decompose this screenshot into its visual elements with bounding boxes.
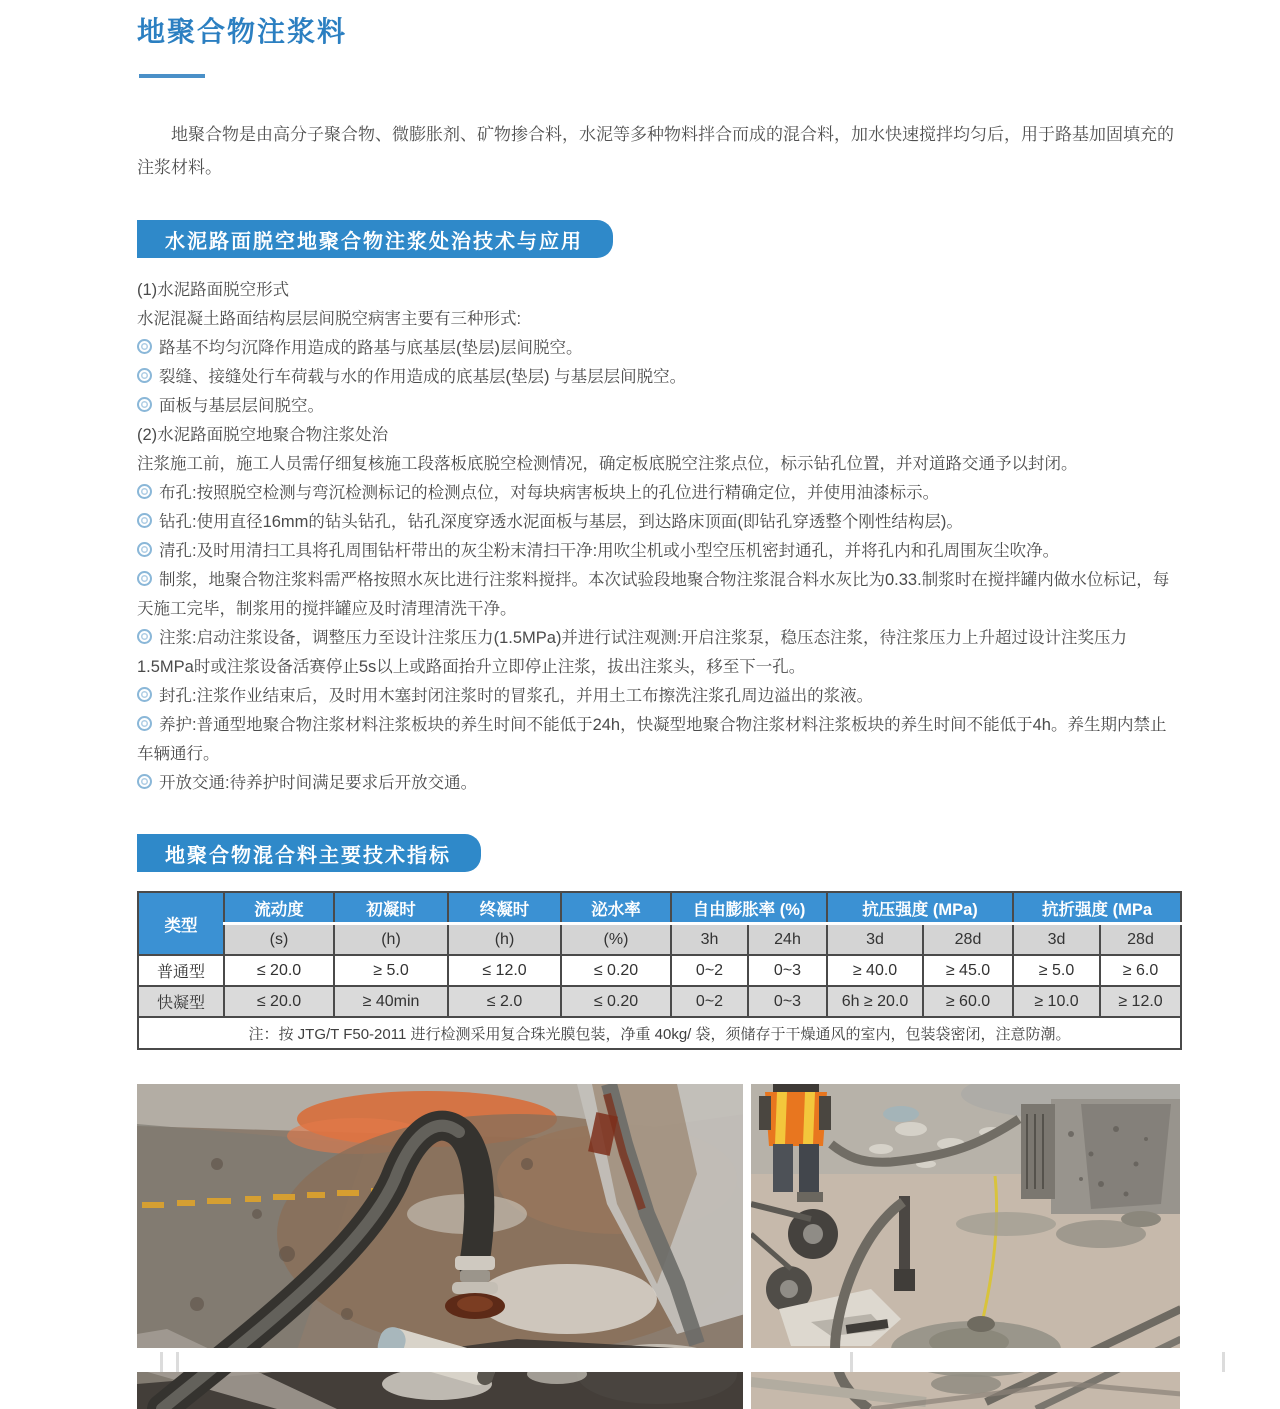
table-corner-header: 类型	[138, 892, 224, 955]
intro-paragraph: 地聚合物是由高分子聚合物、微膨胀剂、矿物掺合料，水泥等多种物料拌合而成的混合料，加水快速搅拌均匀后，用于路基加固填充的注浆材料。	[137, 118, 1180, 184]
spec-table	[137, 891, 1182, 1050]
bullet-ring-icon	[137, 687, 152, 702]
bullet-ring-icon	[137, 339, 152, 354]
body-paragraph: 养护:普通型地聚合物注浆材料注浆板块的养生时间不能低于24h，快凝型地聚合物注浆材料注浆板块的养生时间不能低于4h。养生期内禁止车辆通行。	[137, 711, 1180, 769]
table-value-cell: 0~3	[748, 955, 827, 986]
body-paragraph: 钻孔:使用直径16mm的钻头钻孔，钻孔深度穿透水泥面板与基层，到达路床顶面(即钻孔穿透整个刚性结构层)。	[137, 508, 1180, 537]
table-header-cell: 流动度	[224, 892, 334, 924]
table-unit-cell: (h)	[448, 924, 561, 956]
table-value-cell: ≤ 2.0	[448, 986, 561, 1017]
table-unit-cell: (s)	[224, 924, 334, 956]
table-unit-cell: 28d	[923, 924, 1013, 956]
table-value-cell: ≥ 12.0	[1100, 986, 1181, 1017]
table-value-cell: ≥ 10.0	[1013, 986, 1100, 1017]
bullet-ring-icon	[137, 368, 152, 383]
table-unit-cell: 24h	[748, 924, 827, 956]
table-value-cell: 0~3	[748, 986, 827, 1017]
table-header-cell: 自由膨胀率 (%)	[671, 892, 827, 924]
body-paragraph: 注浆施工前，施工人员需仔细复核施工段落板底脱空检测情况，确定板底脱空注浆点位，标示钻孔位置，并对道路交通予以封闭。	[137, 450, 1180, 479]
footer-mark	[1222, 1352, 1225, 1372]
table-value-cell: ≥ 5.0	[334, 955, 448, 986]
table-value-cell: ≥ 40min	[334, 986, 448, 1017]
table-unit-cell: 28d	[1100, 924, 1181, 956]
body-paragraph: (1)水泥路面脱空形式	[137, 276, 1180, 305]
bullet-ring-icon	[137, 629, 152, 644]
footer-mark	[850, 1352, 853, 1372]
body-paragraph: 路基不均匀沉降作用造成的路基与底基层(垫层)层间脱空。	[137, 334, 1180, 363]
table-value-cell: 0~2	[671, 955, 748, 986]
title-underline	[139, 74, 205, 78]
section1-body	[137, 276, 1180, 798]
document-page	[137, 0, 1180, 1409]
body-paragraph: 注浆:启动注浆设备，调整压力至设计注浆压力(1.5MPa)并进行试注观测:开启注浆泵，稳压态注浆，待注浆压力上升超过设计注奖压力1.5MPa时或注浆设备活赛停止5s以上或路面抬升立即停止注浆，拔出注浆头，移至下一孔。	[137, 624, 1180, 682]
section1-heading-banner: 水泥路面脱空地聚合物注浆处治技术与应用	[137, 220, 613, 258]
table-header-cell: 泌水率	[561, 892, 671, 924]
table-value-cell: ≤ 20.0	[224, 955, 334, 986]
table-row-type-cell: 普通型	[138, 955, 224, 986]
table-unit-cell: (%)	[561, 924, 671, 956]
bullet-ring-icon	[137, 774, 152, 789]
table-value-cell: ≥ 5.0	[1013, 955, 1100, 986]
table-note: 注：按 JTG/T F50-2011 进行检测采用复合珠光膜包装，净重 40kg/ 袋，须储存于干燥通风的室内，包装袋密闭，注意防潮。	[138, 1017, 1181, 1049]
table-header-cell: 抗折强度 (MPa	[1013, 892, 1181, 924]
table-row-type-cell: 快凝型	[138, 986, 224, 1017]
bullet-ring-icon	[137, 571, 152, 586]
footer-mark	[160, 1352, 163, 1372]
bullet-ring-icon	[137, 397, 152, 412]
table-row	[138, 955, 1181, 986]
body-paragraph: 水泥混凝土路面结构层层间脱空病害主要有三种形式:	[137, 305, 1180, 334]
table-value-cell: 0~2	[671, 986, 748, 1017]
body-paragraph: 裂缝、接缝处行车荷载与水的作用造成的底基层(垫层) 与基层层间脱空。	[137, 363, 1180, 392]
bullet-ring-icon	[137, 484, 152, 499]
section2-banner-wrap	[137, 834, 1180, 874]
table-value-cell: ≥ 40.0	[827, 955, 923, 986]
page-title: 地聚合物注浆料	[137, 14, 1180, 50]
table-value-cell: ≥ 6.0	[1100, 955, 1181, 986]
body-paragraph: 面板与基层层间脱空。	[137, 392, 1180, 421]
table-row	[138, 986, 1181, 1017]
footer-mark	[176, 1352, 179, 1372]
body-paragraph: 清孔:及时用清扫工具将孔周围钻杆带出的灰尘粉末清扫干净:用吹尘机或小型空压机密封通孔，并将孔内和孔周围灰尘吹净。	[137, 537, 1180, 566]
table-value-cell: ≥ 45.0	[923, 955, 1013, 986]
table-header-cell: 初凝时	[334, 892, 448, 924]
body-paragraph: 制浆，地聚合物注浆料需严格按照水灰比进行注浆料搅拌。本次试验段地聚合物注浆混合料水灰比为0.33.制浆时在搅拌罐内做水位标记，每天施工完毕，制浆用的搅拌罐应及时清理清洗干净。	[137, 566, 1180, 624]
table-unit-cell: 3h	[671, 924, 748, 956]
body-paragraph: (2)水泥路面脱空地聚合物注浆处治	[137, 421, 1180, 450]
table-unit-cell: 3d	[827, 924, 923, 956]
table-header-cell: 终凝时	[448, 892, 561, 924]
table-value-cell: 6h ≥ 20.0	[827, 986, 923, 1017]
spec-table-body	[138, 892, 1181, 1049]
body-paragraph: 布孔:按照脱空检测与弯沉检测标记的检测点位，对每块病害板块上的孔位进行精确定位，并使用油漆标示。	[137, 479, 1180, 508]
table-unit-cell: 3d	[1013, 924, 1100, 956]
table-unit-cell: (h)	[334, 924, 448, 956]
bullet-ring-icon	[137, 542, 152, 557]
table-value-cell: ≤ 12.0	[448, 955, 561, 986]
table-value-cell: ≤ 0.20	[561, 986, 671, 1017]
bullet-ring-icon	[137, 513, 152, 528]
section1-banner-wrap	[137, 220, 1180, 260]
table-header-cell: 抗压强度 (MPa)	[827, 892, 1013, 924]
table-value-cell: ≤ 0.20	[561, 955, 671, 986]
table-value-cell: ≥ 60.0	[923, 986, 1013, 1017]
bullet-ring-icon	[137, 716, 152, 731]
body-paragraph: 封孔:注浆作业结束后，及时用木塞封闭注浆时的冒浆孔，并用土工布擦洗注浆孔周边溢出的浆液。	[137, 682, 1180, 711]
table-value-cell: ≤ 20.0	[224, 986, 334, 1017]
section2-heading-banner: 地聚合物混合料主要技术指标	[137, 834, 481, 872]
body-paragraph: 开放交通:待养护时间满足要求后开放交通。	[137, 769, 1180, 798]
page-bottom-strip	[0, 1348, 1280, 1372]
